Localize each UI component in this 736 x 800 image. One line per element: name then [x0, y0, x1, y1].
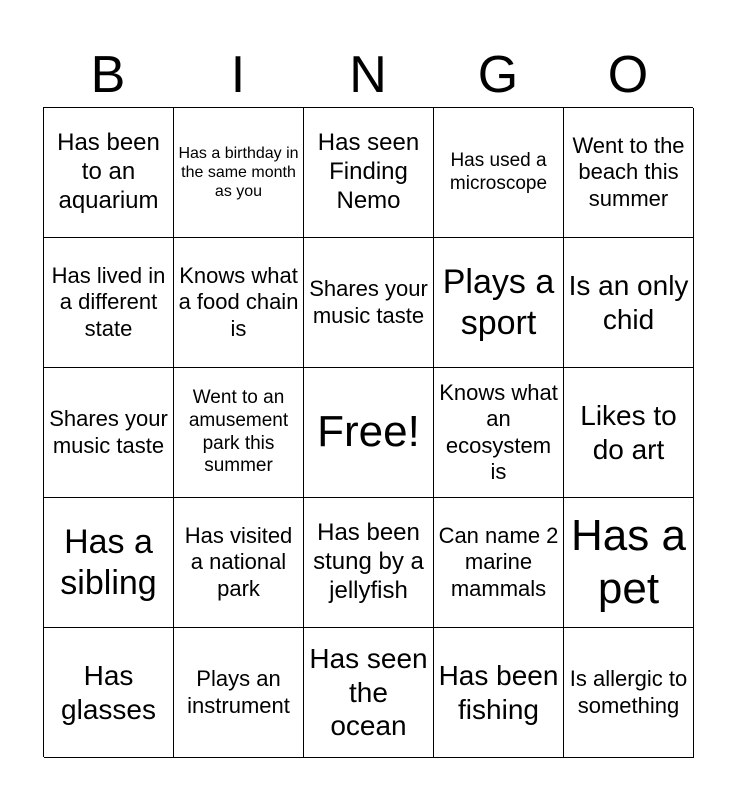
bingo-cell[interactable]: Knows what a food chain is — [174, 238, 304, 368]
bingo-cell[interactable]: Has visited a national park — [174, 498, 304, 628]
bingo-cell[interactable]: Has glasses — [44, 628, 174, 758]
free-space-cell[interactable]: Free! — [304, 368, 434, 498]
bingo-cell[interactable]: Has a birthday in the same month as you — [174, 108, 304, 238]
bingo-cell[interactable]: Knows what an ecosystem is — [434, 368, 564, 498]
bingo-cell[interactable]: Is an only chid — [564, 238, 694, 368]
header-letter-n: N — [349, 46, 387, 104]
bingo-cell[interactable]: Went to an amusement park this summer — [174, 368, 304, 498]
bingo-header — [43, 42, 693, 108]
bingo-cell[interactable]: Plays an instrument — [174, 628, 304, 758]
bingo-cell[interactable]: Has been to an aquarium — [44, 108, 174, 238]
bingo-cell[interactable]: Plays a sport — [434, 238, 564, 368]
bingo-board — [43, 107, 693, 757]
bingo-cell[interactable]: Likes to do art — [564, 368, 694, 498]
bingo-cell[interactable]: Went to the beach this summer — [564, 108, 694, 238]
bingo-cell[interactable]: Has seen Finding Nemo — [304, 108, 434, 238]
header-letter-i: I — [230, 46, 246, 104]
bingo-cell[interactable]: Has seen the ocean — [304, 628, 434, 758]
header-letter-b: B — [90, 46, 126, 104]
bingo-cell[interactable]: Can name 2 marine mammals — [434, 498, 564, 628]
bingo-cell[interactable]: Has lived in a different state — [44, 238, 174, 368]
bingo-cell[interactable]: Shares your music taste — [304, 238, 434, 368]
header-letter-o: O — [607, 46, 649, 104]
header-letter-g: G — [477, 46, 519, 104]
bingo-cell[interactable]: Has been fishing — [434, 628, 564, 758]
bingo-cell[interactable]: Has a pet — [564, 498, 694, 628]
bingo-cell[interactable]: Has been stung by a jellyfish — [304, 498, 434, 628]
bingo-cell[interactable]: Shares your music taste — [44, 368, 174, 498]
bingo-cell[interactable]: Has used a microscope — [434, 108, 564, 238]
bingo-cell[interactable]: Is allergic to something — [564, 628, 694, 758]
bingo-cell[interactable]: Has a sibling — [44, 498, 174, 628]
